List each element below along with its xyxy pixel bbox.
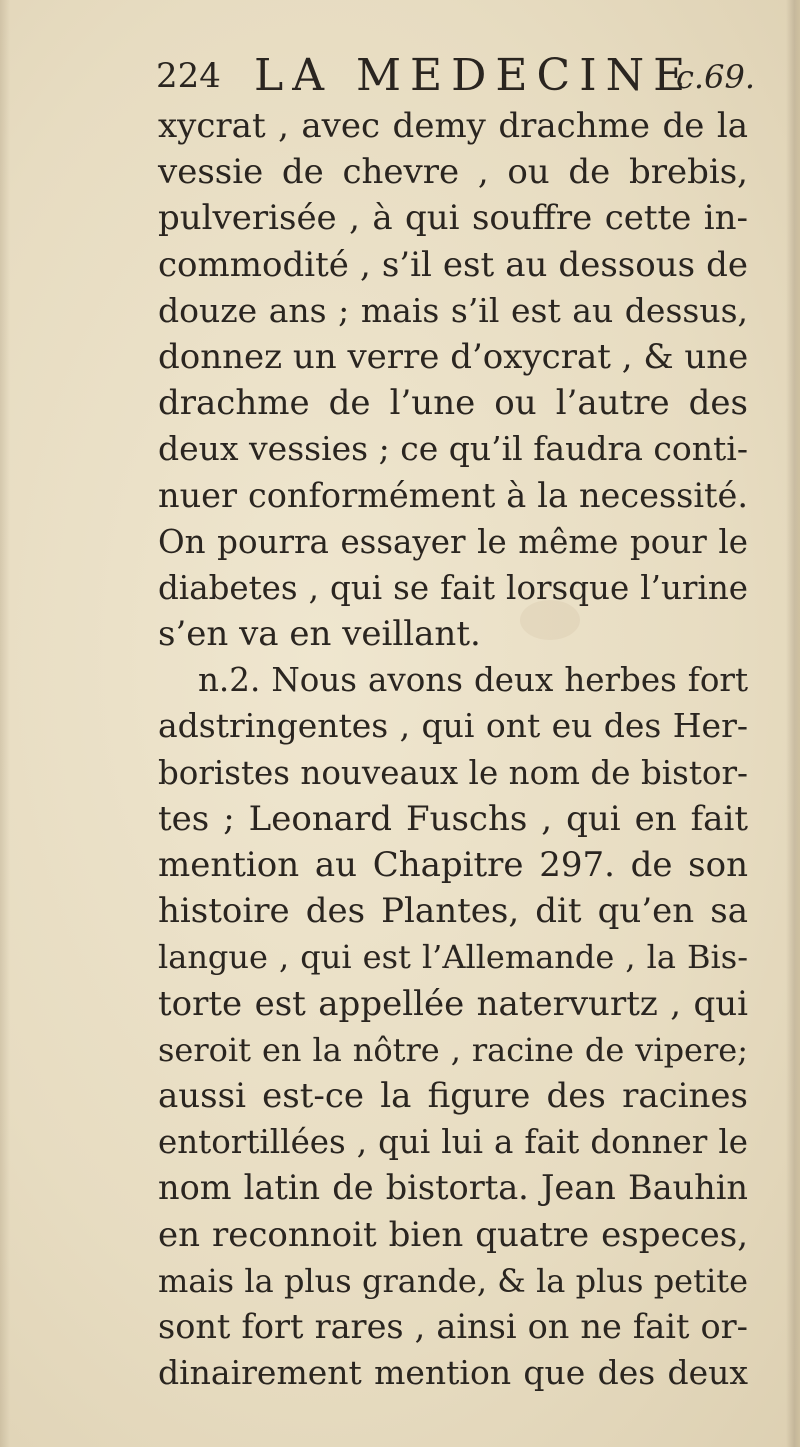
text-line: douze ans ; mais s’il est au dessus, [158, 290, 748, 330]
text-line: commodité , s’il est au dessous de [158, 244, 748, 285]
page-header [156, 50, 756, 102]
text-line: nom latin de bistorta. Jean Bauhin [158, 1168, 748, 1208]
text-line: pulverisée , à qui souffre cette in- [158, 198, 748, 239]
text-line: diabetes , qui se fait lorsque l’urine [158, 568, 748, 607]
running-title: LA MEDECINE [254, 50, 695, 101]
text-line: mais la plus grande, & la plus petite [158, 1261, 748, 1300]
text-line: deux vessies ; ce qu’il faudra conti- [158, 429, 748, 469]
text-line: langue , qui est l’Allemande , la Bis- [158, 938, 748, 977]
text-line: adstringentes , qui ont eu des Her- [158, 706, 748, 746]
body-text [158, 103, 748, 1396]
page-edge-shadow [786, 0, 800, 1447]
text-line: dinairement mention que des deux [158, 1353, 748, 1393]
paragraph-start-line: n.2. Nous avons deux herbes fort [198, 661, 748, 700]
text-line: seroit en la nôtre , racine de vipere; [158, 1030, 748, 1069]
text-line: entortillées , qui lui a fait donner le [158, 1123, 748, 1162]
text-line: On pourra essayer le même pour le [158, 522, 748, 561]
text-line: torte est appellée natervurtz , qui [158, 983, 748, 1024]
paragraph-end-line: s’en va en veillant. [158, 614, 481, 655]
chapter-reference: c.69. [676, 58, 755, 96]
text-line: drachme de l’une ou l’autre des [158, 383, 748, 424]
text-line: mention au Chapitre 297. de son [158, 845, 748, 885]
page-number: 224 [156, 56, 221, 96]
text-line: histoire des Plantes, dit qu’en sa [158, 891, 748, 932]
text-line: nuer conformément à la necessité. [158, 475, 748, 515]
page-gutter-shadow [0, 0, 10, 1447]
text-line: vessie de chevre , ou de brebis, [158, 152, 748, 193]
text-line: boristes nouveaux le nom de bistor- [158, 753, 748, 792]
text-line: sont fort rares , ainsi on ne fait or- [158, 1306, 748, 1346]
text-line: en reconnoit bien quatre especes, [158, 1214, 748, 1255]
text-line: aussi est-ce la figure des racines [158, 1075, 748, 1116]
text-line: donnez un verre d’oxycrat , & une [158, 336, 749, 377]
text-line: xycrat , avec demy drachme de la [158, 106, 748, 146]
text-line: tes ; Leonard Fuschs , qui en fait [158, 798, 748, 839]
